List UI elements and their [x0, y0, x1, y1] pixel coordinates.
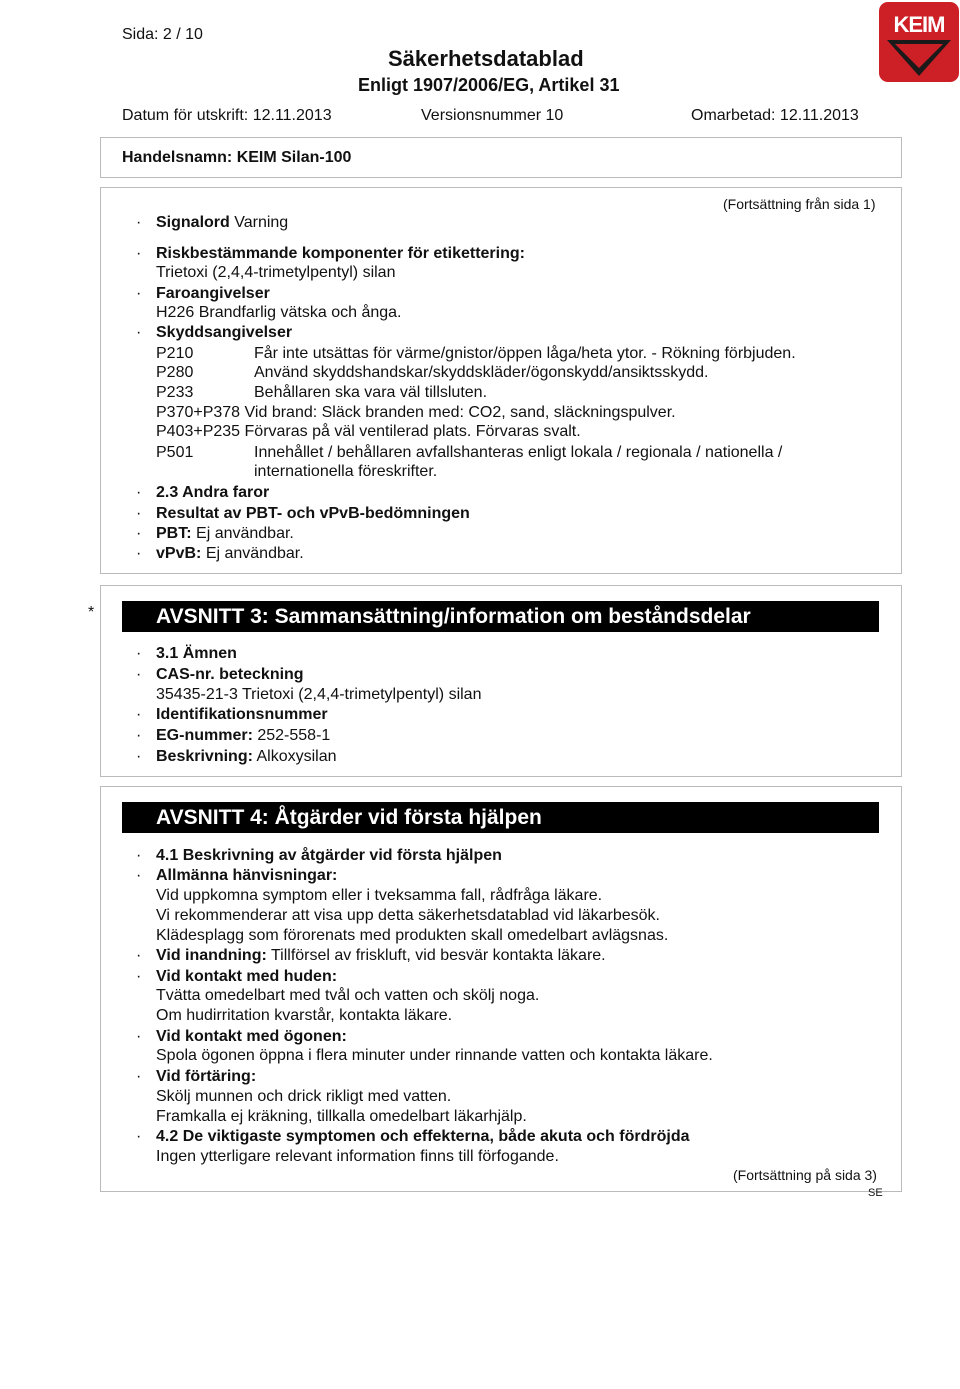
- general-line: Vid uppkomna symptom eller i tveksamma fall, rådfråga läkare.: [156, 887, 603, 904]
- id-label: Identifikationsnummer: [156, 706, 328, 723]
- description-row: Beskrivning: Alkoxysilan: [156, 748, 337, 765]
- precaution-code: P280: [156, 364, 194, 381]
- precaution-text: Innehållet / behållaren avfallshanteras enligt lokala / regionala / nationella /: [254, 444, 783, 461]
- skin-label: Vid kontakt med huden:: [156, 968, 338, 985]
- ingestion-label: Vid förtäring:: [156, 1068, 257, 1085]
- precaution-label: Skyddsangivelser: [156, 324, 293, 341]
- ingestion-line: Skölj munnen och drick rikligt med vatten.: [156, 1088, 452, 1105]
- skin-line: Tvätta omedelbart med tvål och vatten och skölj noga.: [156, 987, 540, 1004]
- document-subtitle: Enligt 1907/2006/EG, Artikel 31: [358, 75, 620, 95]
- precaution-text: Får inte utsättas för värme/gnistor/öppen låga/heta ytor. - Rökning förbjuden.: [254, 345, 796, 362]
- ingestion-line: Framkalla ej kräkning, tillkalla omedelbart läkarhjälp.: [156, 1108, 527, 1125]
- precaution-text-cont: internationella föreskrifter.: [254, 463, 438, 480]
- substances-label: 3.1 Ämnen: [156, 645, 237, 662]
- precaution-code: P233: [156, 384, 194, 401]
- eye-value: Spola ögonen öppna i flera minuter under rinnande vatten och kontakta läkare.: [156, 1047, 713, 1064]
- precaution-text: Använd skyddshandskar/skyddskläder/ögonskydd/ansiktsskydd.: [254, 364, 709, 381]
- svg-text:KEIM: KEIM: [893, 12, 945, 37]
- general-line: Vi rekommenderar att visa upp detta säkerhetsdatablad vid läkarbesök.: [156, 907, 660, 924]
- trade-name: Handelsnamn: KEIM Silan-100: [122, 149, 352, 166]
- inhalation-row: Vid inandning: Tillförsel av friskluft, vid besvär kontakta läkare.: [156, 947, 606, 964]
- section4-heading: AVSNITT 4: Åtgärder vid första hjälpen: [122, 802, 879, 833]
- vpvb-row: vPvB: Ej användbar.: [156, 545, 304, 562]
- revised-date: Omarbetad: 12.11.2013: [691, 107, 859, 124]
- risk-components-label: Riskbestämmande komponenter för etikettering:: [156, 245, 525, 262]
- keim-logo: [879, 2, 959, 82]
- continued-to: (Fortsättning på sida 3): [733, 1167, 877, 1183]
- pbt-result-label: Resultat av PBT- och vPvB-bedömningen: [156, 505, 470, 522]
- print-date: Datum för utskrift: 12.11.2013: [122, 107, 332, 124]
- first-aid-subheading: 4.1 Beskrivning av åtgärder vid första hjälpen: [156, 847, 502, 864]
- hazard-label: Faroangivelser: [156, 285, 270, 302]
- section3-heading: AVSNITT 3: Sammansättning/information om beståndsdelar: [122, 601, 879, 632]
- version-number: Versionsnummer 10: [421, 107, 564, 124]
- precaution-text: Behållaren ska vara väl tillsluten.: [254, 384, 488, 401]
- symptoms-value: Ingen ytterligare relevant information finns till förfogande.: [156, 1148, 559, 1165]
- cas-value: 35435-21-3 Trietoxi (2,4,4-trimetylpentyl) silan: [156, 686, 482, 703]
- change-marker: *: [88, 604, 95, 621]
- document-title: Säkerhetsdatablad: [388, 46, 584, 71]
- trade-name-box: [100, 137, 902, 178]
- symptoms-subheading: 4.2 De viktigaste symptomen och effekterna, både akuta och fördröjda: [156, 1128, 690, 1145]
- skin-line: Om hudirritation kvarstår, kontakta läkare.: [156, 1007, 453, 1024]
- hazard-value: H226 Brandfarlig vätska och ånga.: [156, 304, 402, 321]
- eg-row: EG-nummer: 252-558-1: [156, 727, 331, 744]
- general-label: Allmänna hänvisningar:: [156, 867, 338, 884]
- keim-logo-icon: [879, 2, 959, 82]
- continued-from: (Fortsättning från sida 1): [723, 196, 876, 212]
- precaution-row: P370+P378 Vid brand: Släck branden med: CO2, sand, släckningspulver.: [156, 404, 676, 421]
- general-line: Klädesplagg som förorenats med produkten skall omedelbart avlägsnas.: [156, 927, 669, 944]
- cas-label: CAS-nr. beteckning: [156, 666, 304, 683]
- pbt-row: PBT: Ej användbar.: [156, 525, 294, 542]
- precaution-row: P403+P235 Förvaras på väl ventilerad plats. Förvaras svalt.: [156, 423, 581, 440]
- precaution-code: P210: [156, 345, 194, 362]
- language-code: SE: [868, 1187, 883, 1199]
- risk-components-value: Trietoxi (2,4,4-trimetylpentyl) silan: [156, 264, 396, 281]
- eye-label: Vid kontakt med ögonen:: [156, 1028, 347, 1045]
- page-number: Sida: 2 / 10: [122, 26, 203, 43]
- precaution-code: P501: [156, 444, 194, 461]
- signal-word-row: Signalord Varning: [156, 214, 289, 231]
- other-hazards: 2.3 Andra faror: [156, 484, 270, 501]
